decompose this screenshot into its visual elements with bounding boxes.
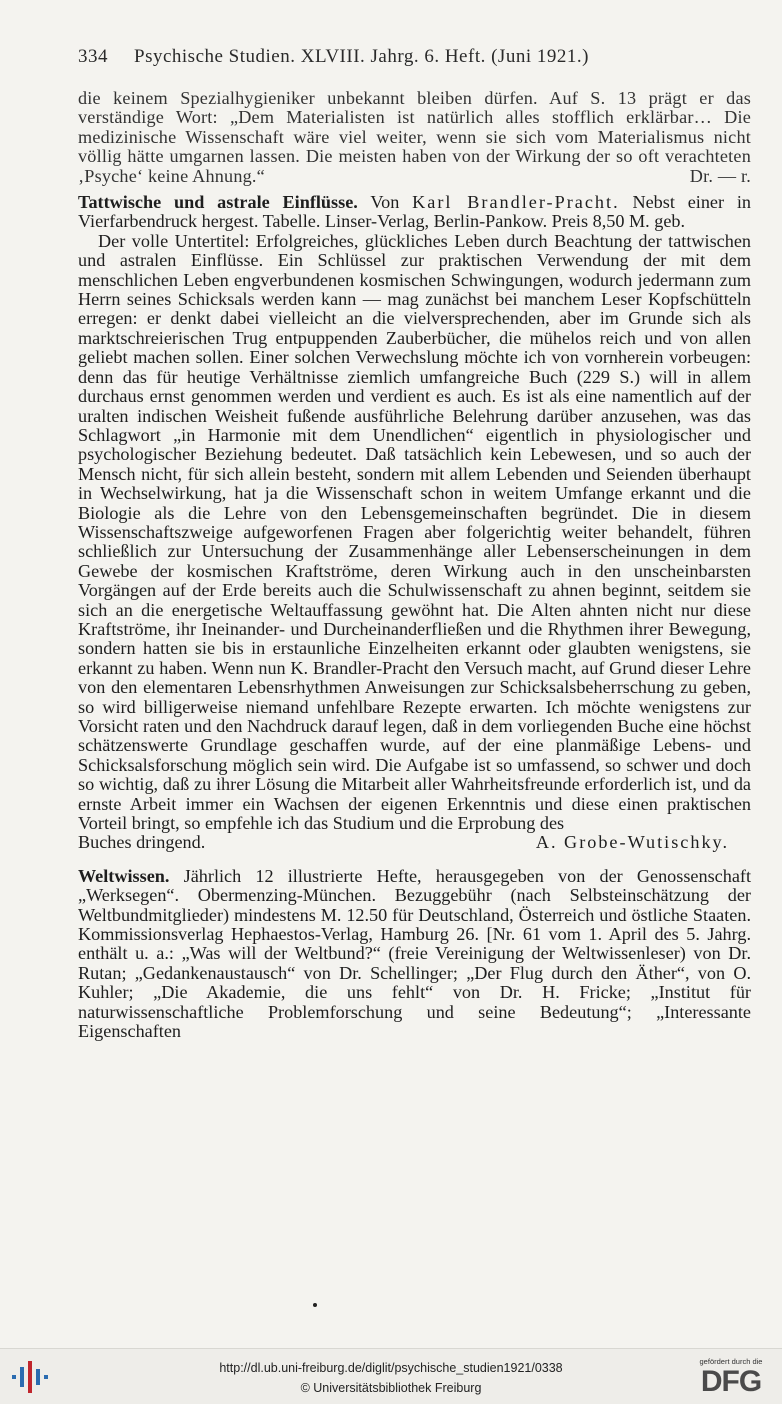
continued-signature: Dr. — r. (689, 165, 751, 186)
entry-brandler-pracht (78, 193, 751, 232)
page-body (78, 89, 751, 1042)
review-text: Der volle Untertitel: Erfolgreiches, glückliches Leben durch Beachtung der tattwischen und astralen Einflüsse. Ein Schlüssel zur praktischen Verwendung der mit dem menschlichen Leben engverbundenen kosmischen Schwingungen, wodurch jedermann zum Herrn seines Schicksals werden kann — mag zunächst bei manchem Leser Kopfschütteln erregen: er denkt dabei vielleicht an die vielversprechenden, aber im Grunde sich als marktschreierischen Trug entpuppenden Zauberbücher, die mühelos reich und von allen geliebt machen sollen. Einer solchen Verwechslung möchte ich von vornherein vorbeugen: denn das für heutige Verhältnisse ziemlich umfangreiche Buch (229 S.) will in allem durchaus ernst genommen werden und verdient es auch. Es ist als eine namentlich auf der uralten indischen Weisheit fußende ausführliche Belehrung darüber anzusehen, was das Schlagwort „in Harmonie mit dem Unendlichen“ eigentlich in physiologischer und psychologischer Beziehung bedeutet. Daß tatsächlich kein Lebewesen, und so auch der Mensch nicht, für sich allein besteht, sondern mit allem Lebenden und Seienden überhaupt in Wechselwirkung, hat ja die Wissenschaft schon in weitem Umfange erkannt und die Biologie als die Lehre von den Lebensgemeinschaften begründet. Die in diesem Wissenschaftszweige aufgeworfenen Fragen aber folgerichtig weiter behandelt, führen schließlich zur Untersuchung der Zusammenhänge aller Lebenserscheinungen in dem Gewebe der kosmischen Kraftströme, deren Wirkung auch in den unscheinbarsten Vorgängen auf der Erde bereits auch die Schulwissenschaft zu ahnen beginnt, seitdem sie sich an die energetische Weltauffassung gewöhnt hat. Die Alten ahnten nicht nur diese Kraftströme, ihr Ineinander- und Durcheinanderfließen und die Rhythmen ihrer Bewegung, sondern hatten sie bis in erstaunliche Einzelheiten erkannt oder glaubten wenigstens, sie erkannt zu haben. Wenn nun K. Brandler-Pracht den Versuch macht, auf Grund dieser Lehre von den elementaren Lebensrhythmen Anweisungen zur Schicksalsbeherrschung zu geben, so wird billigerweise niemand unfehlbare Rezepte erwarten. Ich möchte wenigstens zur Vorsicht raten und den Nachdruck darauf legen, daß in dem vorliegenden Buche eine höchst schätzenswerte Grundlage geschaffen wurde, auf der eine planmäßige Lebens- und Schicksalsforschung möglich sein wird. Die Aufgabe ist so umfassend, so schwer und doch so wichtig, daß zu ihrer Lösung die Mitarbeit aller Wahrheitsfreunde erforderlich ist, und da ernste Arbeit immer ein Wachsen der eigenen Erkenntnis und diese einen praktischen Vorteil bringt, so empfehle ich das Studium und die Erprobung des (78, 230, 751, 834)
entry-byline-prefix: Von (370, 192, 400, 213)
running-header (78, 46, 750, 74)
entry-publication-info: Nebst einer in Vierfarbendruck hergest. Tabelle. Linser-Verlag, Berlin-Pankow. Preis 8,50 M. geb. (78, 192, 752, 232)
entry-author: Karl Brandler-Pracht. (412, 192, 620, 213)
copyright-notice: © Universitätsbibliothek Freiburg (300, 1381, 482, 1395)
running-title: Psychische Studien. XLVIII. Jahrg. 6. Heft. (Juni 1921.) (134, 46, 589, 67)
continued-text: die keinem Spezialhygieniker unbekannt bleiben dürfen. Auf S. 13 prägt er das verständige Wort: „Dem Materialisten ist natürlich alles stofflich erklärbar… Die medizinische Wissenschaft wäre viel weiter, wenn sie sich vom Materialismus nicht völlig hätte umgarnen lassen. Die meisten haben von der Wirkung der so oft verachteten ‚Psyche‘ keine Ahnung.“ (78, 88, 751, 186)
page-number: 334 (78, 46, 108, 67)
dfg-tagline: gefördert durch die (699, 1357, 763, 1366)
review-last-line: Buches dringend. (78, 832, 206, 853)
entry-title: Tattwische und astrale Einflüsse. (78, 192, 358, 213)
dfg-logo-text: DFG (700, 1365, 762, 1398)
entry-weltwissen (78, 867, 751, 1042)
review-signature: A. Grobe-Wutischky. (535, 832, 729, 853)
weltwissen-title: Weltwissen. (78, 865, 170, 886)
weltwissen-text: Jährlich 12 illustrierte Hefte, herausgegeben von der Genossenschaft „Werksegen“. Obermenzing-München. Bezuggebühr (nach Selbsteinschätzung der Weltbundmitglieder) mindestens M. 12.50 für Deutschland, Österreich und östliche Staaten. Kommissionsverlag Hephaestos-Verlag, Hamburg 26. [Nr. 61 vom 1. April des 5. Jahrg. enthält u. a.: „Was will der Weltbund?“ (freie Vereinigung der Weltwissenleser) von Dr. Rutan; „Gedankenaustausch“ von Dr. Schellinger; „Der Flug durch den Äther“, von O. Kuhler; „Die Akademie, die uns fehlt“ von Dr. H. Fricke; „Institut für naturwissenschaftliche Problemforschung und seine Bedeutung“; „Interessante Eigenschaften (78, 865, 752, 1042)
viewer-footer (0, 1348, 782, 1404)
continued-review (78, 89, 751, 186)
ink-speck (313, 1303, 317, 1307)
review-closing (78, 833, 751, 852)
dfg-logo (690, 1357, 772, 1399)
permalink-url[interactable]: http://dl.ub.uni-freiburg.de/diglit/psychische_studien1921/0338 (219, 1361, 563, 1375)
